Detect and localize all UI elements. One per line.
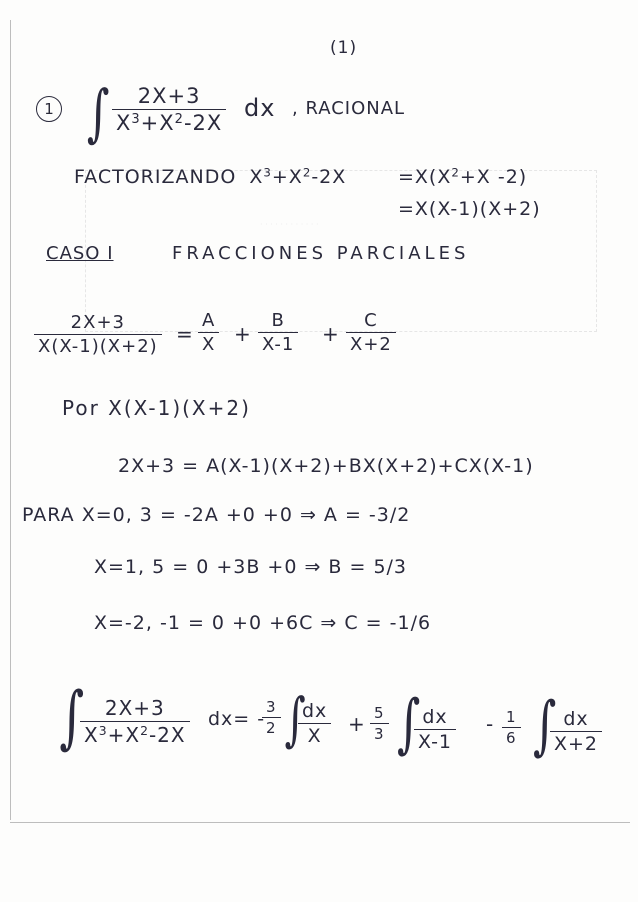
final-numerator: 2X+3 [104, 696, 165, 720]
term-numerator: C [364, 310, 378, 331]
scan-left-edge [10, 20, 11, 820]
factor-lhs [249, 166, 346, 188]
term-numerator: dx [563, 708, 589, 730]
problem-dx: dx [244, 94, 276, 122]
coef-numerator: 5 [374, 704, 385, 722]
term-numerator: B [271, 310, 285, 331]
final-integral-sign: ∫ [59, 678, 85, 757]
exponent: 2 [140, 723, 149, 739]
coef-3 [502, 708, 521, 747]
identity-line: 2X+3 = A(X-1)(X+2)+BX(X+2)+CX(X-1) [118, 455, 534, 477]
scan-bottom-edge [10, 822, 630, 823]
coef-numerator: 1 [506, 708, 517, 726]
case-line-x1: X=1, 5 = 0 +3B +0 ⇒ B = 5/3 [94, 556, 408, 578]
decomp-lhs-fraction [34, 312, 162, 357]
exponent: 3 [98, 723, 108, 739]
problem-numerator: 2X+3 [137, 84, 201, 108]
page-number: (1) [330, 38, 358, 58]
den-term: +X [107, 723, 141, 747]
decomp-denominator: X(X-1)(X+2) [38, 336, 158, 357]
final-minus: - [486, 712, 495, 736]
term-denominator: X [202, 334, 216, 355]
final-plus: + [348, 712, 366, 736]
coef-2 [370, 704, 389, 743]
term-numerator: dx [302, 700, 328, 722]
problem-number: 1 [36, 96, 62, 122]
term-denominator: X-1 [262, 334, 295, 355]
factor-label: FACTORIZANDO [74, 166, 237, 188]
case-line-x0: PARA X=0, 3 = -2A +0 +0 ⇒ A = -3/2 [22, 504, 411, 526]
term: X [249, 166, 264, 188]
term-denominator: X+2 [554, 733, 599, 755]
term: +X [271, 166, 303, 188]
decomp-term-b [258, 310, 298, 355]
term: +X -2) [459, 166, 528, 188]
bleed-through-text: · · · · · · · · · · · · [260, 220, 319, 229]
problem-fraction [112, 84, 226, 135]
factor-rhs [398, 166, 527, 188]
exponent: 3 [131, 111, 141, 127]
decomp-term-c [346, 310, 396, 355]
decomp-plus-2: + [322, 322, 340, 346]
final-dx-equals: dx= - [208, 708, 266, 730]
term: =X(X [398, 166, 452, 188]
term-numerator: dx [422, 706, 448, 728]
final-denominator [80, 722, 190, 747]
case-title: FRACCIONES PARCIALES [172, 243, 470, 264]
decomp-term-a [198, 310, 219, 355]
final-lhs-fraction [80, 696, 190, 747]
den-term: +X [140, 111, 175, 135]
den-term: X [116, 111, 132, 135]
case-line-x-2: X=-2, -1 = 0 +0 +6C ⇒ C = -1/6 [94, 612, 432, 634]
integral-sign: ∫ [86, 76, 110, 149]
den-term: -2X [183, 111, 223, 135]
exponent: 3 [263, 165, 272, 180]
factor-line [74, 166, 346, 188]
den-term: -2X [148, 723, 186, 747]
coef-denominator: 3 [374, 725, 385, 743]
case-label: CASO I [46, 243, 114, 264]
exponent: 2 [174, 111, 184, 127]
coef-denominator: 2 [266, 719, 277, 737]
decomp-numerator: 2X+3 [70, 312, 125, 333]
term-numerator: A [202, 310, 216, 331]
term-denominator: X+2 [350, 334, 392, 355]
problem-type-label: , RACIONAL [292, 98, 406, 119]
coef-denominator: 6 [506, 729, 517, 747]
integral-sign-3: ∫ [533, 689, 557, 763]
term-3 [550, 708, 602, 755]
term-1 [298, 700, 331, 747]
term: -2X [311, 166, 347, 188]
integral-sign-1: ∫ [284, 685, 306, 753]
term-2 [414, 706, 456, 753]
coef-1 [262, 698, 281, 737]
multiply-line: Por X(X-1)(X+2) [62, 396, 251, 420]
term-denominator: X-1 [418, 731, 453, 753]
integral-sign-2: ∫ [397, 687, 421, 761]
factor-rhs-2: =X(X-1)(X+2) [398, 198, 541, 220]
decomp-equals: = [176, 322, 194, 346]
term-denominator: X [307, 725, 322, 747]
coef-numerator: 3 [266, 698, 277, 716]
problem-denominator [112, 110, 226, 135]
den-term: X [84, 723, 99, 747]
exponent: 2 [451, 165, 460, 180]
decomp-plus-1: + [234, 322, 252, 346]
exponent: 2 [302, 165, 312, 180]
